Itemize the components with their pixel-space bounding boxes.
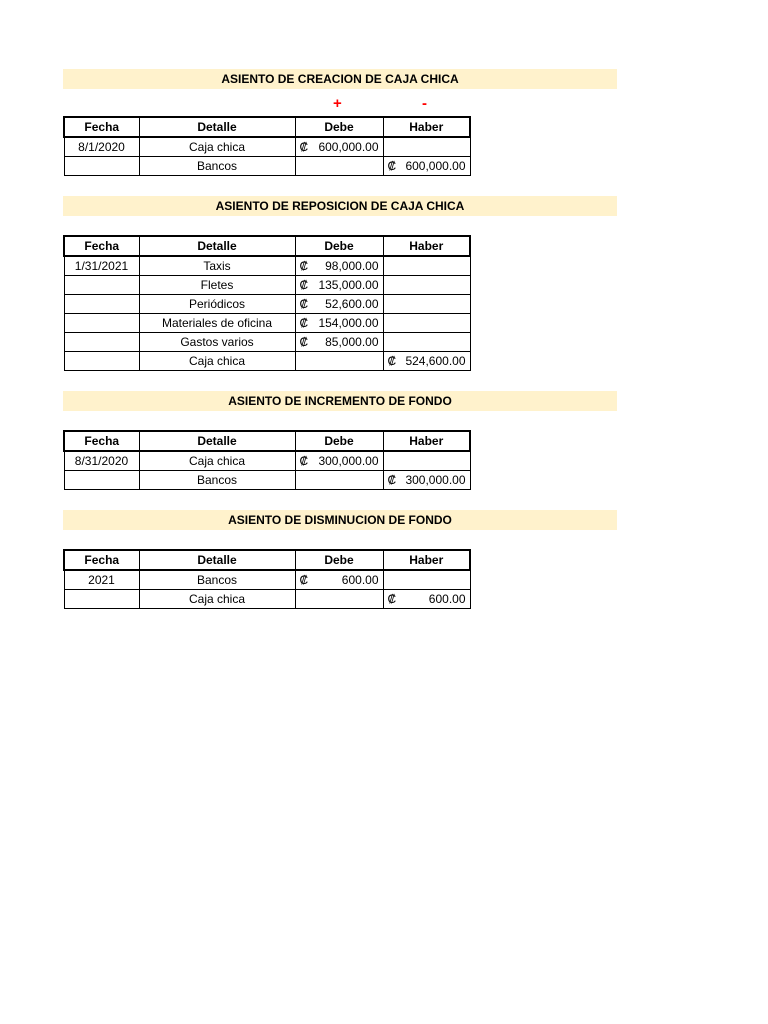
haber-cell	[383, 570, 470, 590]
fecha-cell: 1/31/2021	[64, 256, 139, 276]
debe-cell	[295, 157, 383, 176]
debe-amount: 600.00	[341, 573, 379, 587]
table-header-row	[64, 117, 470, 137]
haber-cell	[383, 276, 470, 295]
detalle-cell: Caja chica	[139, 590, 295, 609]
haber-cell	[383, 333, 470, 352]
table-row	[64, 295, 470, 314]
column-header: Fecha	[64, 431, 139, 451]
fecha-cell: 8/1/2020	[64, 137, 139, 157]
column-header: Haber	[383, 550, 470, 570]
debe-cell	[295, 137, 383, 157]
table-row	[64, 256, 470, 276]
entry-table-disminucion	[63, 549, 471, 609]
column-header: Detalle	[139, 117, 295, 137]
column-header: Haber	[383, 117, 470, 137]
debe-cell	[295, 314, 383, 333]
section-title-incremento: ASIENTO DE INCREMENTO DE FONDO	[63, 391, 617, 411]
debe-cell	[295, 276, 383, 295]
haber-cell	[383, 451, 470, 471]
detalle-cell: Bancos	[139, 471, 295, 490]
entry-table-reposicion	[63, 235, 471, 371]
detalle-cell: Caja chica	[139, 137, 295, 157]
haber-cell	[383, 590, 470, 609]
haber-cell	[383, 471, 470, 490]
column-header: Fecha	[64, 236, 139, 256]
fecha-cell	[64, 276, 139, 295]
table-row	[64, 352, 470, 371]
currency-symbol: ₡	[299, 335, 309, 349]
detalle-cell: Caja chica	[139, 451, 295, 471]
currency-symbol: ₡	[299, 278, 309, 292]
table-row	[64, 157, 470, 176]
haber-cell	[383, 157, 470, 176]
currency-symbol: ₡	[299, 259, 309, 273]
column-header: Debe	[295, 117, 383, 137]
haber-cell	[383, 352, 470, 371]
fecha-cell	[64, 314, 139, 333]
entry-table-creacion	[63, 116, 471, 176]
detalle-cell: Taxis	[139, 256, 295, 276]
detalle-cell: Caja chica	[139, 352, 295, 371]
haber-cell	[383, 295, 470, 314]
haber-cell	[383, 314, 470, 333]
fecha-cell	[64, 352, 139, 371]
section-title-disminucion: ASIENTO DE DISMINUCION DE FONDO	[63, 510, 617, 530]
table-row	[64, 570, 470, 590]
fecha-cell	[64, 157, 139, 176]
column-header: Detalle	[139, 236, 295, 256]
detalle-cell: Fletes	[139, 276, 295, 295]
haber-cell	[383, 137, 470, 157]
debe-cell	[295, 333, 383, 352]
table-row	[64, 471, 470, 490]
currency-symbol: ₡	[299, 454, 309, 468]
currency-symbol: ₡	[387, 592, 397, 606]
section-title-creacion: ASIENTO DE CREACION DE CAJA CHICA	[63, 69, 617, 89]
fecha-cell	[64, 295, 139, 314]
debe-cell	[295, 256, 383, 276]
debe-amount: 98,000.00	[325, 259, 379, 273]
detalle-cell: Periódicos	[139, 295, 295, 314]
currency-symbol: ₡	[299, 297, 309, 311]
detalle-cell: Bancos	[139, 570, 295, 590]
debe-amount: 135,000.00	[318, 278, 379, 292]
currency-symbol: ₡	[387, 159, 397, 173]
haber-cell	[383, 256, 470, 276]
currency-symbol: ₡	[299, 573, 309, 587]
column-header: Debe	[295, 236, 383, 256]
debe-amount: 154,000.00	[318, 316, 379, 330]
column-header: Haber	[383, 431, 470, 451]
column-header: Detalle	[139, 550, 295, 570]
fecha-cell: 2021	[64, 570, 139, 590]
detalle-cell: Bancos	[139, 157, 295, 176]
fecha-cell: 8/31/2020	[64, 451, 139, 471]
debe-amount: 300,000.00	[318, 454, 379, 468]
debe-cell	[295, 590, 383, 609]
fecha-cell	[64, 590, 139, 609]
column-header: Detalle	[139, 431, 295, 451]
detalle-cell: Materiales de oficina	[139, 314, 295, 333]
table-row	[64, 451, 470, 471]
haber-minus-sign: -	[422, 95, 427, 112]
table-header-row	[64, 236, 470, 256]
haber-amount: 524,600.00	[405, 354, 466, 368]
currency-symbol: ₡	[299, 316, 309, 330]
debe-cell	[295, 570, 383, 590]
table-header-row	[64, 550, 470, 570]
entry-table-incremento	[63, 430, 471, 490]
currency-symbol: ₡	[299, 140, 309, 154]
fecha-cell	[64, 471, 139, 490]
currency-symbol: ₡	[387, 473, 397, 487]
table-row	[64, 314, 470, 333]
table-row	[64, 137, 470, 157]
haber-amount: 600.00	[428, 592, 466, 606]
haber-amount: 600,000.00	[405, 159, 466, 173]
table-row	[64, 276, 470, 295]
column-header: Debe	[295, 431, 383, 451]
table-row	[64, 333, 470, 352]
debe-cell	[295, 295, 383, 314]
debe-amount: 85,000.00	[325, 335, 379, 349]
detalle-cell: Gastos varios	[139, 333, 295, 352]
column-header: Debe	[295, 550, 383, 570]
table-row	[64, 590, 470, 609]
debe-cell	[295, 451, 383, 471]
table-header-row	[64, 431, 470, 451]
column-header: Fecha	[64, 117, 139, 137]
debe-cell	[295, 352, 383, 371]
debe-plus-sign: +	[333, 95, 342, 112]
fecha-cell	[64, 333, 139, 352]
column-header: Haber	[383, 236, 470, 256]
debe-cell	[295, 471, 383, 490]
currency-symbol: ₡	[387, 354, 397, 368]
column-header: Fecha	[64, 550, 139, 570]
section-title-reposicion: ASIENTO DE REPOSICION DE CAJA CHICA	[63, 196, 617, 216]
debe-amount: 600,000.00	[318, 140, 379, 154]
debe-amount: 52,600.00	[325, 297, 379, 311]
haber-amount: 300,000.00	[405, 473, 466, 487]
